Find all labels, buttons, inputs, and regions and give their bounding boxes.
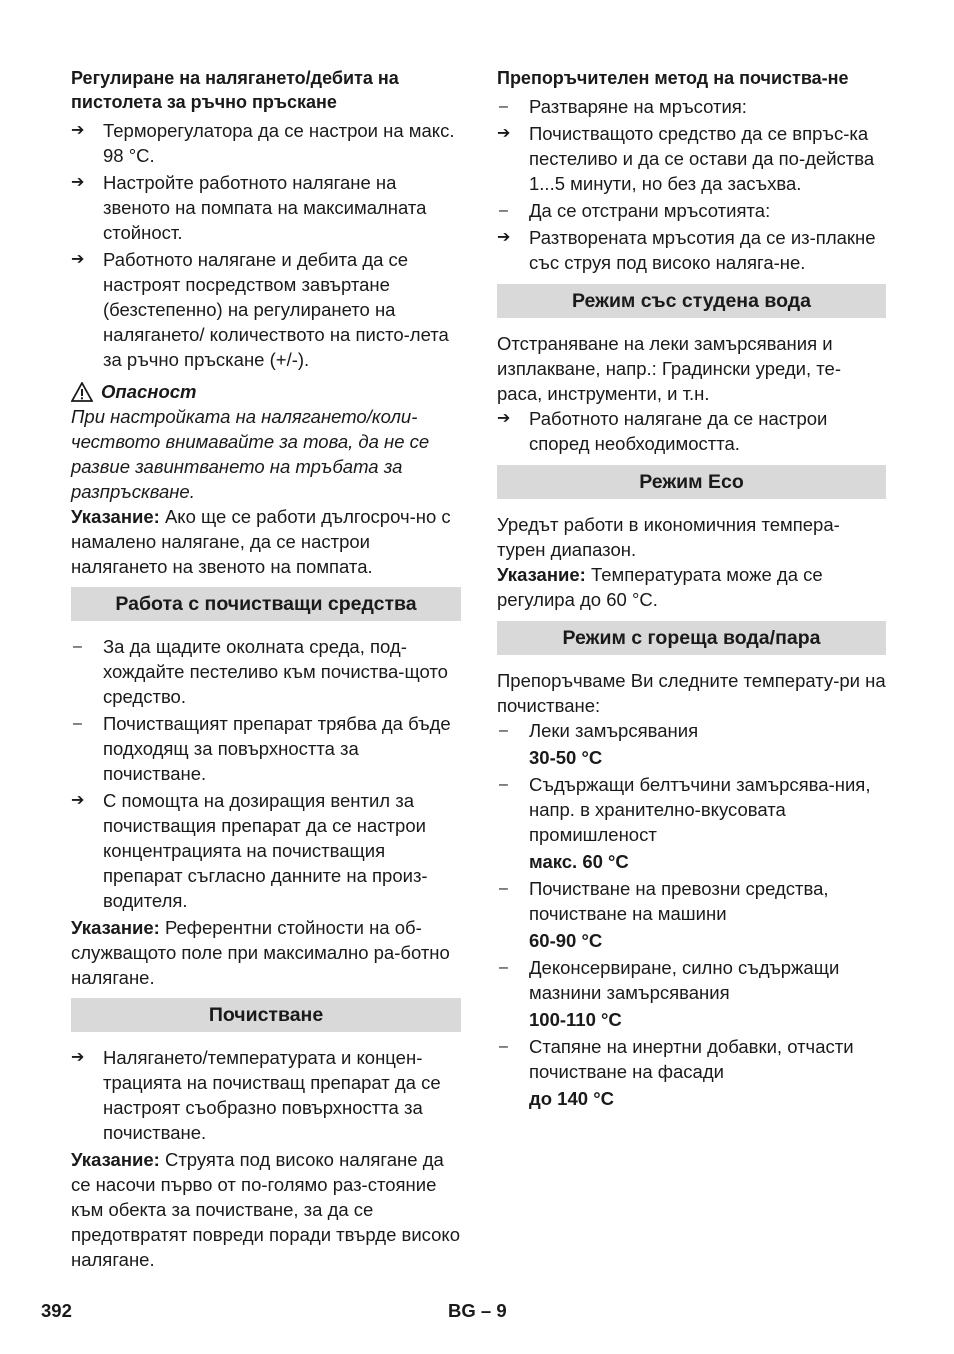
list-item (71, 634, 461, 709)
dash-bullet: – (499, 1038, 508, 1055)
temperature-value: макс. 60 °C (529, 851, 629, 872)
arrow-right-icon: ➔ (497, 125, 511, 142)
item-text: Да се отстрани мръсотията: (529, 200, 771, 221)
page-number: 392 (41, 1300, 72, 1321)
item-text: Разтваряне на мръсотия: (529, 96, 747, 117)
item-text: Деконсервиране, силно съдържащи мазнини замърсявания (529, 957, 840, 1003)
dash-bullet: – (499, 98, 508, 115)
left-column (71, 66, 461, 1272)
list-item (497, 225, 886, 275)
step-text: Настройте работното налягане на звеното на помпата на максималната стойност. (103, 172, 427, 243)
danger-heading (71, 379, 461, 404)
hot-intro: Препоръчваме Ви следните температу-ри на почистване: (497, 670, 886, 716)
section-cleaning-agents: Работа с почистващи средства (71, 587, 461, 621)
pressure-flow-heading: Регулиране на налягането/дебита на пистолета за ръчно пръскане (71, 68, 399, 112)
temperature-value: до 140 °C (529, 1088, 614, 1109)
item-text: С помощта на дозиращия вентил за почистващия препарат да се настрои концентрацията на почистващия препарат съгласно данните на произ-водителя. (103, 790, 428, 911)
list-item (497, 121, 886, 196)
cold-text: Отстраняване на леки замърсявания и изплакване, напр.: Градински уреди, те-раса, инструменти, и т.н. (497, 333, 841, 404)
section-cleaning: Почистване (71, 998, 461, 1032)
dash-bullet: – (499, 776, 508, 793)
temperature-value: 30-50 °C (529, 747, 603, 768)
note-text: Струята под високо налягане да се насочи първо от по-голямо раз-стояние към обекта за почистване, за да се предотвратят повреди поради твърде високо налягане. (71, 1149, 461, 1270)
language-page-label: BG – 9 (448, 1300, 507, 1321)
dash-bullet: – (499, 722, 508, 739)
arrow-right-icon: ➔ (71, 251, 85, 268)
item-text: Стапяне на инертни добавки, отчасти почистване на фасади (529, 1036, 854, 1082)
note-label: Указание: (71, 1149, 160, 1170)
item-text: Почистващият препарат трябва да бъде подходящ за повърхността за почистване. (103, 713, 451, 784)
dash-bullet: – (499, 959, 508, 976)
list-item (71, 118, 461, 168)
dash-bullet: – (499, 202, 508, 219)
dash-bullet: – (73, 715, 82, 732)
note-label: Указание: (71, 917, 160, 938)
list-item (71, 788, 461, 913)
note-text: Ако ще се работи дългосроч-но с намалено налягане, да се настрои налягането на звеното на помпата. (71, 506, 451, 577)
list-item (497, 406, 886, 456)
list-item (71, 247, 461, 372)
dash-bullet: – (73, 638, 82, 655)
arrow-right-icon: ➔ (71, 792, 85, 809)
temperature-value: 60-90 °C (529, 930, 603, 951)
list-item (71, 170, 461, 245)
list-item (497, 876, 886, 926)
item-text: Почистващото средство да се впръс-ка пестеливо и да се остави да по-действа 1...5 минути, но без да засъхва. (529, 123, 875, 194)
step-text: Работното налягане и дебита да се настроят посредством завъртане (безстепенно) на регулирането на налягането/ количеството на писто-лета за ръчно пръскане (+/-). (103, 249, 449, 370)
eco-text: Уредът работи в икономичния темпера-турен диапазон. (497, 514, 840, 560)
arrow-right-icon: ➔ (497, 229, 511, 246)
section-eco: Режим Eco (497, 465, 886, 499)
item-text: За да щадите околната среда, под-хождайте пестеливо към почиства-щото средство. (103, 636, 448, 707)
warning-triangle-icon (71, 382, 93, 402)
list-item (497, 718, 886, 743)
note-text: Референтни стойности на об-служващото поле при максимално ра-ботно налягане. (71, 917, 450, 988)
list-item (497, 955, 886, 1005)
note-paragraph (71, 1147, 461, 1272)
note-paragraph (497, 562, 886, 612)
arrow-right-icon: ➔ (71, 1049, 85, 1066)
list-item (497, 1034, 886, 1084)
section-cold-water: Режим със студена вода (497, 284, 886, 318)
list-item (497, 772, 886, 847)
arrow-right-icon: ➔ (71, 174, 85, 191)
list-item (71, 1045, 461, 1145)
step-text: Налягането/температурата и концен-трацията на почистващ препарат да се настроят съобразно повърхността за почистване. (103, 1047, 441, 1143)
item-text: Почистване на превозни средства, почистване на машини (529, 878, 829, 924)
note-paragraph (71, 504, 461, 579)
item-text: Леки замърсявания (529, 720, 699, 741)
danger-text: При настройката на налягането/коли-чеството внимавайте за това, да не се развие завинтването на тръбата за разпръскване. (71, 406, 430, 502)
note-text: Температурата може да се регулира до 60 °C. (497, 564, 823, 610)
danger-title: Опасност (101, 381, 197, 402)
arrow-right-icon: ➔ (71, 122, 85, 139)
right-column (497, 66, 886, 1113)
dash-bullet: – (499, 880, 508, 897)
temperature-value: 100-110 °C (529, 1009, 622, 1030)
note-paragraph (71, 915, 461, 990)
note-label: Указание: (497, 564, 586, 585)
list-item (71, 711, 461, 786)
item-text: Разтворената мръсотия да се из-плакне със струя под високо наляга-не. (529, 227, 876, 273)
list-item (497, 198, 886, 223)
arrow-right-icon: ➔ (497, 410, 511, 427)
list-item (497, 94, 886, 119)
step-text: Работното налягане да се настрои според необходимостта. (529, 408, 828, 454)
section-hot-water: Режим с гореща вода/пара (497, 621, 886, 655)
note-label: Указание: (71, 506, 160, 527)
item-text: Съдържащи белтъчини замърсява-ния, напр. в хранително-вкусовата промишленост (529, 774, 871, 845)
step-text: Терморегулатора да се настрои на макс. 98 °C. (103, 120, 455, 166)
method-heading: Препоръчителен метод на почиства-не (497, 68, 849, 88)
